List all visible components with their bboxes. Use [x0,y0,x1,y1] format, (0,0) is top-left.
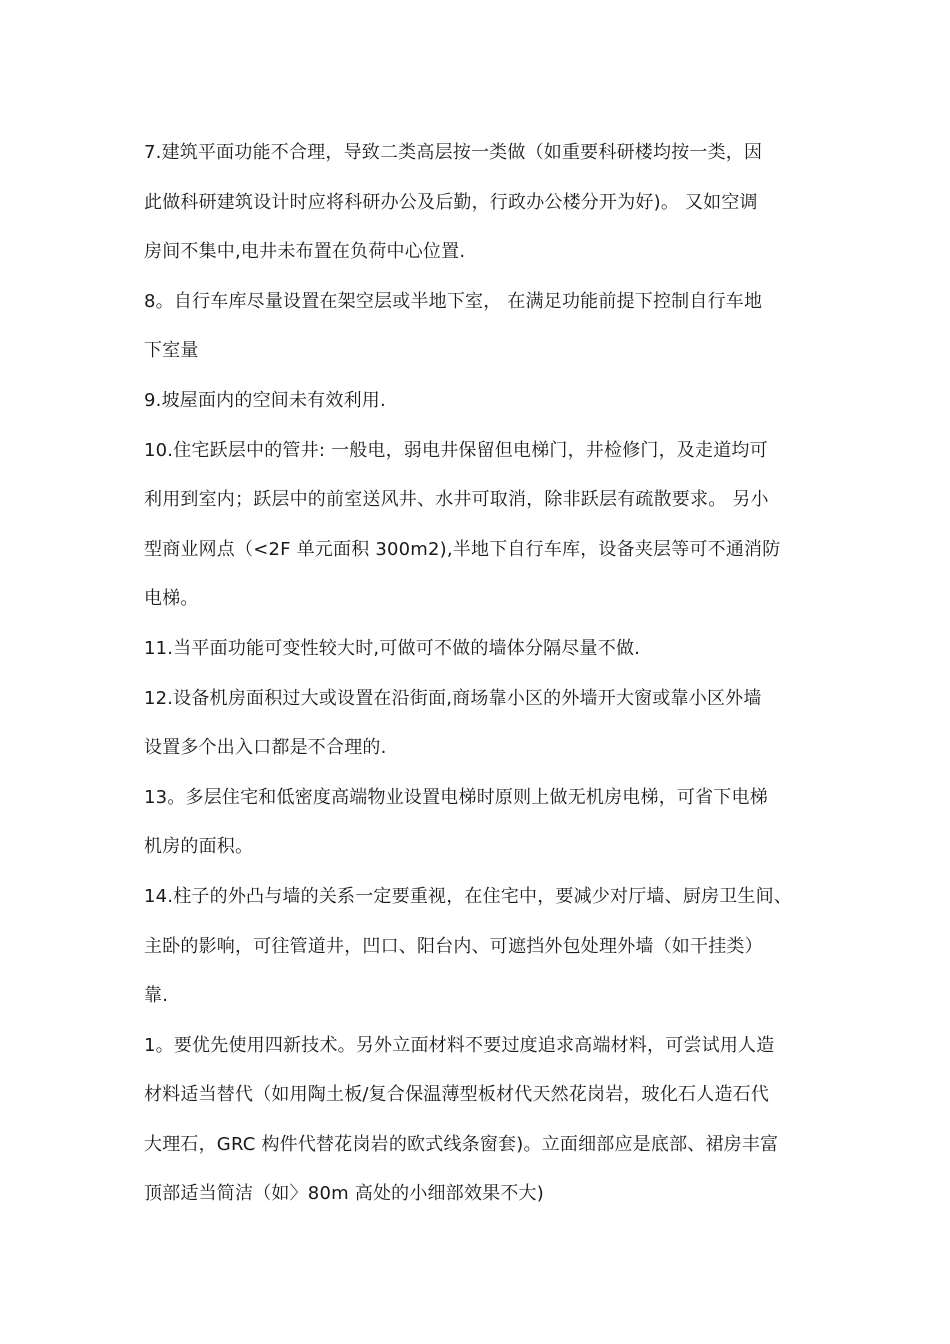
text-line: 大理石，GRC 构件代替花岗岩的欧式线条窗套)。立面细部应是底部、裙房丰富 [144,1133,779,1155]
text-line: 13。多层住宅和低密度高端物业设置电梯时原则上做无机房电梯，可省下电梯 [144,786,768,808]
text-line: 电梯。 [144,588,199,610]
text-line: 8。自行车库尽量设置在架空层或半地下室， 在满足功能前提下控制自行车地 [144,290,763,312]
text-line: 主卧的影响，可往管道井，凹口、阳台内、可遮挡外包处理外墙（如干挂类） [144,935,763,957]
text-line: 型商业网点（<2F 单元面积 300m2),半地下自行车库，设备夹层等可不通消防 [144,538,781,560]
text-line: 靠. [144,985,169,1007]
text-line: 顶部适当简洁（如〉80m 高处的小细部效果不大) [144,1183,544,1205]
text-line: 11.当平面功能可变性较大时,可做可不做的墙体分隔尽量不做. [144,637,641,659]
text-line: 设置多个出入口都是不合理的. [144,737,387,759]
text-line: 下室量 [144,340,199,362]
text-line: 10.住宅跃层中的管井: 一般电，弱电井保留但电梯门，井检修门，及走道均可 [144,439,768,461]
text-line: 材料适当替代（如用陶土板/复合保温薄型板材代天然花岗岩，玻化石人造石代 [144,1084,770,1106]
text-line: 机房的面积。 [144,836,254,858]
text-line: 9.坡屋面内的空间未有效利用. [144,389,386,411]
text-line: 7.建筑平面功能不合理，导致二类高层按一类做（如重要科研楼均按一类，因 [144,142,763,163]
text-line: 利用到室内；跃层中的前室送风井、水井可取消，除非跃层有疏散要求。 另小 [144,489,769,511]
document-body [144,128,824,1219]
text-line: 1。要优先使用四新技术。另外立面材料不要过度追求高端材料，可尝试用人造 [144,1034,775,1056]
text-line: 房间不集中,电井未布置在负荷中心位置. [144,241,466,263]
text-line: 14.柱子的外凸与墙的关系一定要重视，在住宅中，要减少对厅墙、厨房卫生间、 [144,885,793,907]
text-line: 12.设备机房面积过大或设置在沿街面,商场靠小区的外墙开大窗或靠小区外墙 [144,687,762,709]
text-line: 此做科研建筑设计时应将科研办公及后勤，行政办公楼分开为好)。 又如空调 [144,191,758,213]
